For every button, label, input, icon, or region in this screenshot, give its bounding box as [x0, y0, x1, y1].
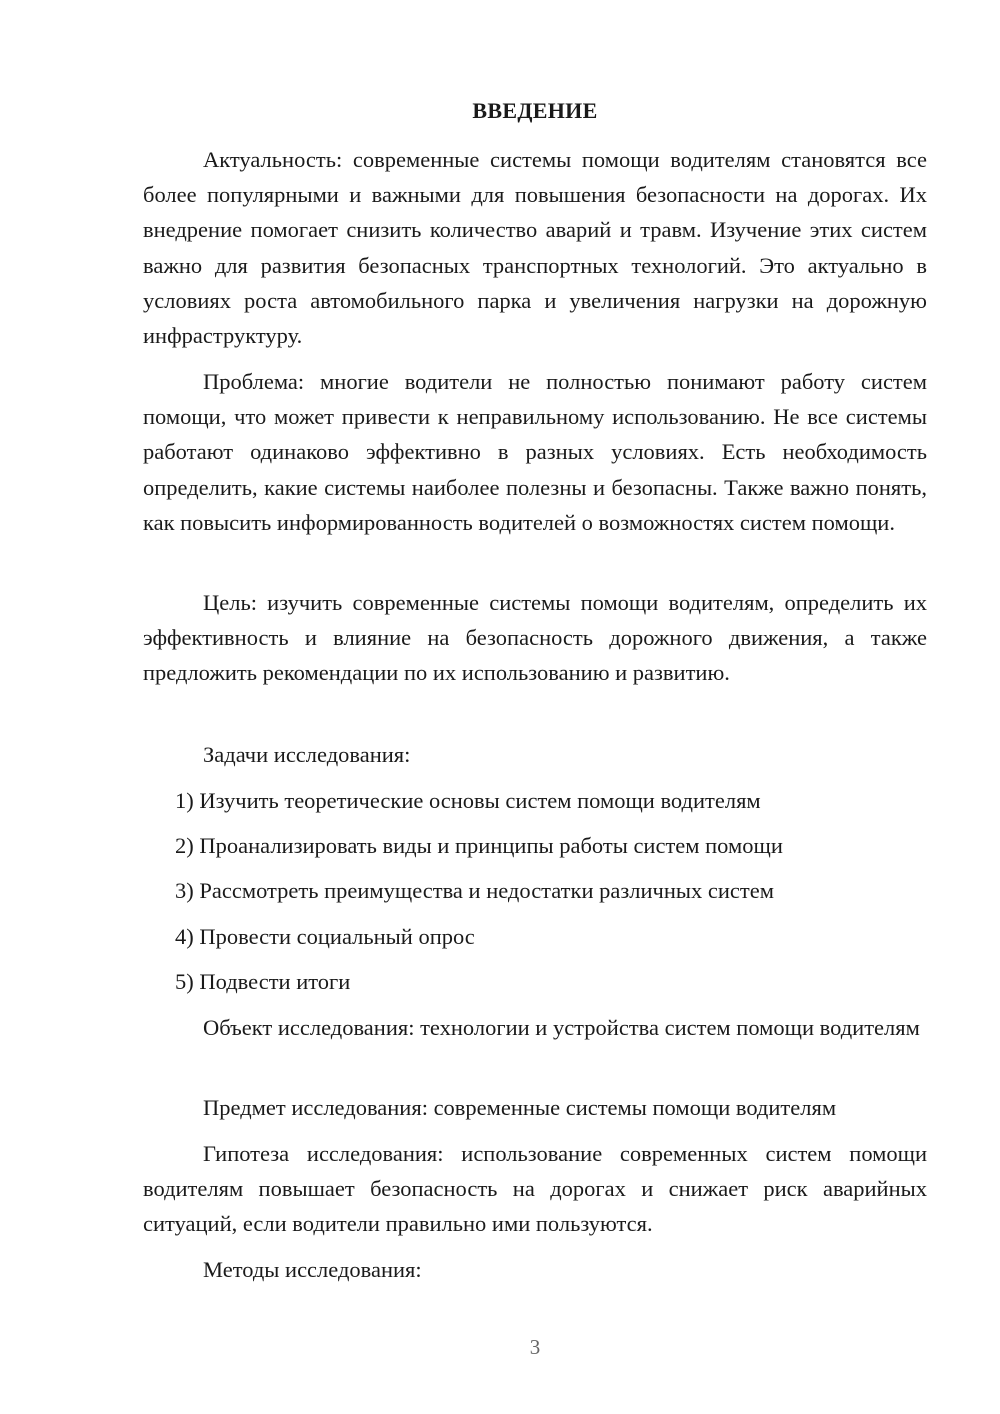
document-page: [143, 0, 927, 1414]
task-item: 2) Проанализировать виды и принципы работы систем помощи: [175, 833, 783, 858]
task-item: 5) Подвести итоги: [175, 969, 351, 994]
goal-paragraph: Цель: изучить современные системы помощи водителям, определить их эффективность и влияние на безопасность дорожного движения, а также предложить рекомендации по их использованию и развитию.: [143, 590, 927, 686]
hypothesis-paragraph: Гипотеза исследования: использование современных систем помощи водителям повышает безопасность на дорогах и снижает риск аварийных ситуаций, если водители правильно ими пользуются.: [143, 1141, 927, 1237]
task-item: 1) Изучить теоретические основы систем помощи водителям: [175, 788, 761, 813]
subject-paragraph: Предмет исследования: современные системы помощи водителям: [203, 1095, 837, 1120]
relevance-paragraph: Актуальность: современные системы помощи водителям становятся все более популярными и важными для повышения безопасности на дорогах. Их внедрение помогает снизить количество аварий и травм. Изучение этих систем важно для развития безопасных транспортных технологий. Это актуально в условиях роста автомобильного парка и увеличения нагрузки на дорожную инфраструктуру.: [143, 147, 927, 349]
tasks-heading: Задачи исследования:: [203, 742, 411, 767]
task-item: 4) Провести социальный опрос: [175, 924, 475, 949]
task-item: 3) Рассмотреть преимущества и недостатки различных систем: [175, 878, 774, 903]
methods-heading: Методы исследования:: [203, 1257, 422, 1282]
object-paragraph: Объект исследования: технологии и устройства систем помощи водителям: [203, 1015, 920, 1040]
page-number: 3: [529, 1335, 541, 1359]
page-title: ВВЕДЕНИЕ: [472, 98, 598, 123]
problem-paragraph: Проблема: многие водители не полностью понимают работу систем помощи, что может привести к неправильному использованию. Не все системы работают одинаково эффективно в разных условиях. Есть необходимость определить, какие системы наиболее полезны и безопасны. Также важно понять, как повысить информированность водителей о возможностях систем помощи.: [143, 369, 927, 535]
